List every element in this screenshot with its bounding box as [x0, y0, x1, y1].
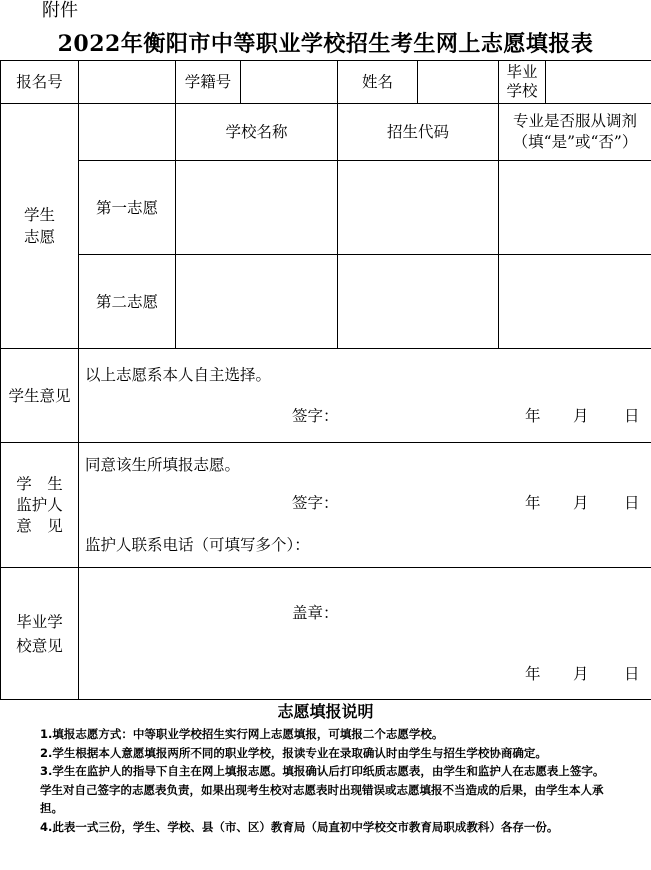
enroll-code-header: 招生代码: [338, 104, 499, 161]
first-wish-school-field[interactable]: [176, 161, 338, 255]
wish-header-blank: [79, 104, 176, 161]
second-wish-adjust-field[interactable]: [499, 255, 651, 349]
student-no-field[interactable]: [241, 61, 338, 104]
guardian-label-line2: 监护人: [16, 495, 63, 514]
notes-item-4: 4.此表一式三份，学生、学校、县（市、区）教育局（局直初中学校交市教育局职成教科）各存一份。: [40, 819, 559, 834]
guardian-label-line1: 学 生: [16, 474, 63, 493]
student-opinion-text: 以上志愿系本人自主选择。: [85, 366, 272, 384]
reg-no-label: 报名号: [1, 61, 79, 104]
guardian-day-label: 日: [624, 494, 640, 512]
notes-item-1: 1.填报志愿方式：中等职业学校招生实行网上志愿填报，可填报二个志愿学校。: [40, 727, 444, 741]
attachment-label: 附件: [42, 0, 78, 21]
adjust-header: [499, 104, 651, 161]
grad-school-label-line2: 学校: [506, 82, 538, 100]
guardian-opinion-cell[interactable]: [79, 443, 651, 568]
student-wish-label-line1: 学生: [23, 206, 55, 224]
school-opinion-label: [1, 568, 79, 700]
reg-no-field[interactable]: [79, 61, 176, 104]
guardian-sign-label: 签字：: [292, 494, 339, 512]
notes-list: [40, 725, 615, 836]
school-day-label: 日: [624, 665, 640, 683]
first-wish-code-field[interactable]: [338, 161, 499, 255]
guardian-label-line3: 意 见: [16, 516, 63, 535]
school-seal-label: 盖章：: [292, 604, 339, 622]
school-name-header: 学校名称: [176, 104, 338, 161]
form-title: 2022年衡阳市中等职业学校招生考生网上志愿填报表: [57, 31, 594, 57]
adjust-header-line1: 专业是否服从调剂: [512, 112, 637, 130]
guardian-phone-label: 监护人联系电话（可填写多个）：: [85, 536, 310, 554]
guardian-year-label: 年: [525, 494, 541, 512]
student-opinion-cell[interactable]: [79, 349, 651, 443]
student-no-label: 学籍号: [176, 61, 241, 104]
second-wish-label: 第二志愿: [79, 255, 176, 349]
first-wish-label: 第一志愿: [79, 161, 176, 255]
application-form-table: [0, 60, 651, 700]
grad-school-label: [499, 61, 546, 104]
guardian-opinion-label: [1, 443, 79, 568]
name-label: 姓名: [338, 61, 418, 104]
grad-school-label-line1: 毕业: [506, 63, 538, 81]
notes-item-2: 2.学生根据本人意愿填报两所不同的职业学校，报读专业在录取确认时由学生与招生学校协商确定。: [40, 745, 547, 760]
school-month-label: 月: [573, 665, 589, 683]
notes-title: 志愿填报说明: [277, 702, 374, 721]
student-year-label: 年: [525, 407, 541, 425]
student-day-label: 日: [624, 407, 640, 425]
guardian-opinion-text: 同意该生所填报志愿。: [85, 456, 241, 474]
school-label-line1: 毕业学: [16, 612, 63, 631]
notes-item-3: 3.学生在监护人的指导下自主在网上填报志愿。填报确认后打印纸质志愿表，由学生和监护人在志愿表上签字。学生对自己签字的志愿表负责，如果出现考生校对志愿表时出现错误或志愿填报不当造成的后果，由学生本人承担。: [40, 764, 605, 815]
name-field[interactable]: [418, 61, 499, 104]
student-month-label: 月: [573, 407, 589, 425]
guardian-month-label: 月: [573, 494, 589, 512]
student-wish-label-line2: 志愿: [23, 228, 55, 246]
school-label-line2: 校意见: [16, 636, 63, 655]
adjust-header-line2: （填“是”或“否”）: [512, 133, 638, 151]
student-sign-label: 签字：: [292, 407, 339, 425]
first-wish-adjust-field[interactable]: [499, 161, 651, 255]
second-wish-code-field[interactable]: [338, 255, 499, 349]
student-wish-label: [1, 104, 79, 349]
student-opinion-label: 学生意见: [1, 349, 79, 443]
second-wish-school-field[interactable]: [176, 255, 338, 349]
school-opinion-cell[interactable]: [79, 568, 651, 700]
school-year-label: 年: [525, 665, 541, 683]
grad-school-field[interactable]: [546, 61, 651, 104]
